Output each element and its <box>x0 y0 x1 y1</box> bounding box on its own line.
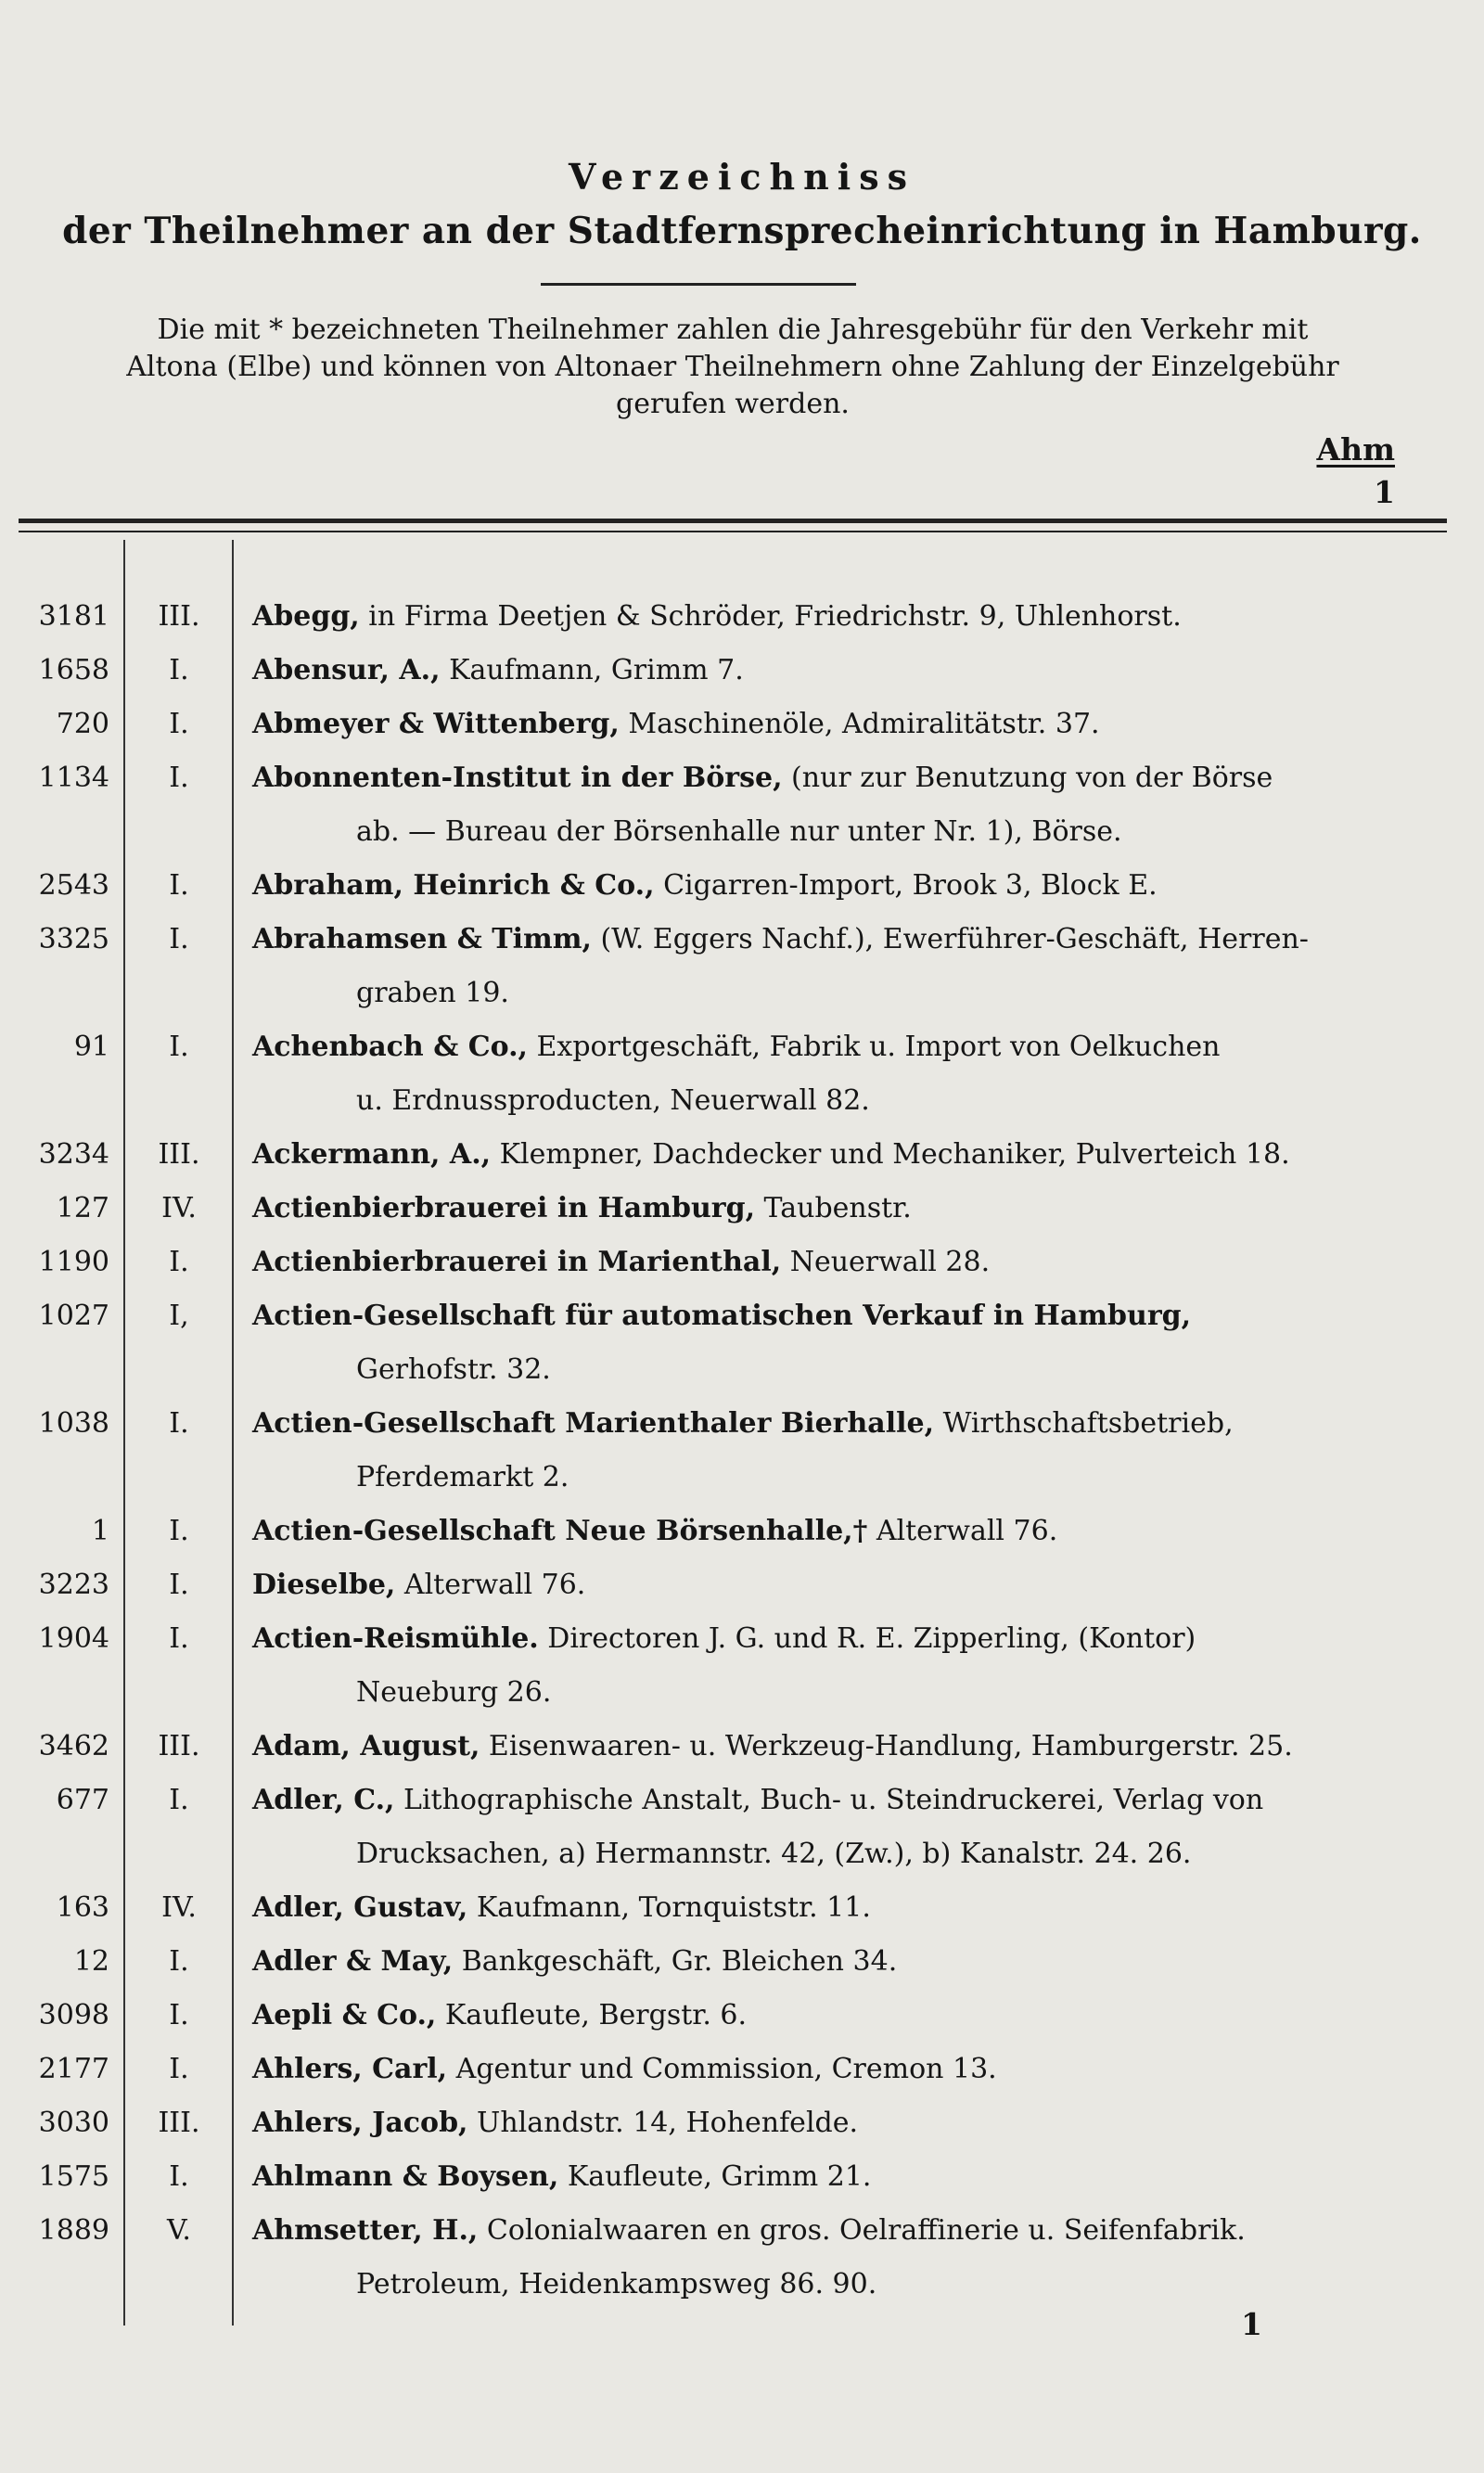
entry-text <box>252 1720 1484 1774</box>
column-head <box>1316 429 1395 514</box>
subscriber-name: Adler, Gustav, <box>252 1891 468 1924</box>
subscriber-name: Actien-Gesellschaft für automatischen Verkauf in Hamburg, <box>252 1300 1192 1332</box>
entry-text <box>252 1989 1484 2043</box>
subscriber-name: Aepli & Co., <box>252 1999 437 2031</box>
list-item <box>0 1989 1484 2043</box>
subscriber-name: Abensur, A., <box>252 654 441 686</box>
subscriber-class: I. <box>169 1407 189 1440</box>
subscriber-name: Achenbach & Co., <box>252 1031 528 1063</box>
header-rule-thin <box>19 531 1447 532</box>
entry-continuation: Neueburg 26. <box>356 1676 552 1709</box>
list-item <box>0 2204 1484 2312</box>
list-item <box>0 2150 1484 2204</box>
list-item <box>0 1182 1484 1236</box>
subscriber-name: Actien-Reismühle. <box>252 1622 539 1655</box>
subscriber-name: Abmeyer & Wittenberg, <box>252 708 620 740</box>
subscriber-name: Actienbierbrauerei in Marienthal, <box>252 1246 782 1278</box>
entry-continuation: ab. — Bureau der Börsenhalle nur unter Nr. 1), Börse. <box>356 815 1122 848</box>
entry-text <box>252 751 1484 805</box>
subscriber-name: Ahlmann & Boysen, <box>252 2160 559 2193</box>
subscriber-class: III. <box>158 1138 200 1171</box>
entry-text <box>252 590 1484 644</box>
list-item <box>0 1935 1484 1989</box>
subscriber-name: Ackermann, A., <box>252 1138 492 1171</box>
subscriber-number: 677 <box>56 1784 109 1816</box>
subscriber-name: Abegg, <box>252 600 360 633</box>
list-item <box>0 698 1484 751</box>
subscriber-name: Adler & May, <box>252 1945 454 1978</box>
subscriber-class: III. <box>158 2107 200 2139</box>
subscriber-number: 2177 <box>38 2053 109 2085</box>
subscriber-details: Uhlandstr. 14, Hohenfelde. <box>467 2107 859 2139</box>
list-item <box>0 1020 1484 1128</box>
subscriber-number: 91 <box>73 1031 109 1063</box>
subscriber-class: I. <box>169 1569 189 1601</box>
column-head-number: 1 <box>1374 474 1395 510</box>
title-divider <box>541 283 856 286</box>
subscriber-details: in Firma Deetjen & Schröder, Friedrichstr. 9, Uhlenhorst. <box>359 600 1182 633</box>
entry-text <box>252 2150 1484 2204</box>
list-item <box>0 1612 1484 1720</box>
entry-text <box>252 2096 1484 2150</box>
intro-note <box>37 312 1428 423</box>
entry-text <box>252 2043 1484 2096</box>
entry-text <box>252 1182 1484 1236</box>
list-item <box>0 1505 1484 1558</box>
subscriber-class: I. <box>169 2160 189 2193</box>
subscriber-number: 3234 <box>38 1138 109 1171</box>
entry-continuation: graben 19. <box>356 977 509 1009</box>
intro-line: Die mit * bezeichneten Theilnehmer zahlen die Jahresgebühr für den Verkehr mit <box>157 314 1309 346</box>
subscriber-details: Exportgeschäft, Fabrik u. Import von Oelkuchen <box>527 1031 1221 1063</box>
entry-text <box>252 1236 1484 1289</box>
list-item <box>0 751 1484 859</box>
entry-text <box>252 1289 1484 1343</box>
list-item <box>0 1881 1484 1935</box>
list-item <box>0 644 1484 698</box>
subscriber-name: Actien-Gesellschaft Neue Börsenhalle,† <box>252 1515 868 1547</box>
subscriber-class: I. <box>169 1246 189 1278</box>
subscriber-details: Wirthschaftsbetrieb, <box>934 1407 1234 1440</box>
entry-continuation: Petroleum, Heidenkampsweg 86. 90. <box>356 2268 877 2300</box>
entry-continuation: u. Erdnussproducten, Neuerwall 82. <box>356 1084 870 1117</box>
subscriber-name: Dieselbe, <box>252 1569 396 1601</box>
list-item <box>0 1289 1484 1397</box>
subscriber-details: Directoren J. G. und R. E. Zipperling, (Kontor) <box>538 1622 1196 1655</box>
subscriber-number: 1038 <box>38 1407 109 1440</box>
subscriber-name: Abonnenten-Institut in der Börse, <box>252 762 783 794</box>
subscriber-details: Kaufleute, Bergstr. 6. <box>436 1999 748 2031</box>
subscriber-details: Lithographische Anstalt, Buch- u. Steindruckerei, Verlag von <box>394 1784 1264 1816</box>
entry-list <box>0 590 1484 2312</box>
subscriber-number: 3462 <box>38 1730 109 1762</box>
subscriber-number: 127 <box>56 1192 109 1224</box>
subscriber-number: 12 <box>73 1945 109 1978</box>
subscriber-details: Cigarren-Import, Brook 3, Block E. <box>654 869 1158 902</box>
list-item <box>0 1236 1484 1289</box>
subscriber-name: Actienbierbrauerei in Hamburg, <box>252 1192 756 1224</box>
header-rule-thick <box>19 519 1447 523</box>
entry-text <box>252 1935 1484 1989</box>
entry-text <box>252 2204 1484 2258</box>
entry-text <box>252 1612 1484 1666</box>
entry-text <box>252 644 1484 698</box>
list-item <box>0 1128 1484 1182</box>
subscriber-class: I. <box>169 869 189 902</box>
subscriber-number: 1658 <box>38 654 109 686</box>
subscriber-number: 3181 <box>38 600 109 633</box>
subscriber-details: Neuerwall 28. <box>781 1246 991 1278</box>
subscriber-class: I. <box>169 708 189 740</box>
subscriber-details: (nur zur Benutzung von der Börse <box>782 762 1273 794</box>
entry-text <box>252 1505 1484 1558</box>
subscriber-class: I. <box>169 1945 189 1978</box>
subscriber-name: Abraham, Heinrich & Co., <box>252 869 655 902</box>
subscriber-class: I. <box>169 762 189 794</box>
page-number: 1 <box>1241 2306 1262 2342</box>
subscriber-details: Maschinenöle, Admiralitätstr. 37. <box>619 708 1100 740</box>
subscriber-name: Ahlers, Jacob, <box>252 2107 468 2139</box>
subscriber-name: Abrahamsen & Timm, <box>252 923 592 955</box>
list-item <box>0 2096 1484 2150</box>
page-subtitle: der Theilnehmer an der Stadtfernsprecheinrichtung in Hamburg. <box>62 210 1422 252</box>
intro-line: gerufen werden. <box>616 388 850 420</box>
entry-text <box>252 1397 1484 1451</box>
entry-text <box>252 913 1484 967</box>
list-item <box>0 1720 1484 1774</box>
subscriber-details: Bankgeschäft, Gr. Bleichen 34. <box>453 1945 898 1978</box>
page-title: Verzeichniss <box>569 156 915 198</box>
subscriber-class: I. <box>169 923 189 955</box>
subscriber-name: Adler, C., <box>252 1784 395 1816</box>
subscriber-details: Alterwall 76. <box>867 1515 1058 1547</box>
intro-line: Altona (Elbe) und können von Altonaer Theilnehmern ohne Zahlung der Einzelgebühr <box>126 351 1339 383</box>
subscriber-class: I. <box>169 1515 189 1547</box>
subscriber-class: I. <box>169 2053 189 2085</box>
list-item <box>0 1774 1484 1881</box>
subscriber-details: Kaufmann, Grimm 7. <box>440 654 744 686</box>
list-item <box>0 2043 1484 2096</box>
subscriber-number: 163 <box>56 1891 109 1924</box>
subscriber-details: Klempner, Dachdecker und Mechaniker, Pulverteich 18. <box>491 1138 1290 1171</box>
entry-continuation: Gerhofstr. 32. <box>356 1353 551 1386</box>
entry-text <box>252 1774 1484 1827</box>
list-item <box>0 590 1484 644</box>
subscriber-name: Actien-Gesellschaft Marienthaler Bierhalle, <box>252 1407 935 1440</box>
subscriber-number: 1904 <box>38 1622 109 1655</box>
subscriber-details: Colonialwaaren en gros. Oelraffinerie u. Seifenfabrik. <box>478 2214 1246 2247</box>
entry-continuation: Pferdemarkt 2. <box>356 1461 569 1493</box>
subscriber-number: 1134 <box>38 762 109 794</box>
column-head-label: Ahm <box>1316 431 1395 468</box>
subscriber-class: I. <box>169 654 189 686</box>
subscriber-class: I. <box>169 1999 189 2031</box>
subscriber-details: Alterwall 76. <box>395 1569 586 1601</box>
entry-text <box>252 859 1484 913</box>
subscriber-details: Kaufmann, Tornquiststr. 11. <box>467 1891 871 1924</box>
subscriber-class: V. <box>167 2214 191 2247</box>
subscriber-class: I, <box>169 1300 189 1332</box>
subscriber-details: Agentur und Commission, Cremon 13. <box>447 2053 997 2085</box>
subscriber-number: 1575 <box>38 2160 109 2193</box>
list-item <box>0 1397 1484 1505</box>
entry-text <box>252 1558 1484 1612</box>
subscriber-number: 1889 <box>38 2214 109 2247</box>
subscriber-class: I. <box>169 1031 189 1063</box>
entry-continuation: Drucksachen, a) Hermannstr. 42, (Zw.), b) Kanalstr. 24. 26. <box>356 1838 1192 1870</box>
subscriber-name: Adam, August, <box>252 1730 480 1762</box>
subscriber-number: 720 <box>56 708 109 740</box>
list-item <box>0 1558 1484 1612</box>
subscriber-number: 3223 <box>38 1569 109 1601</box>
subscriber-name: Ahlers, Carl, <box>252 2053 448 2085</box>
subscriber-number: 2543 <box>38 869 109 902</box>
entry-text <box>252 1881 1484 1935</box>
subscriber-class: I. <box>169 1622 189 1655</box>
subscriber-class: III. <box>158 600 200 633</box>
entry-text <box>252 698 1484 751</box>
subscriber-number: 3098 <box>38 1999 109 2031</box>
subscriber-details: Kaufleute, Grimm 21. <box>558 2160 872 2193</box>
subscriber-number: 1027 <box>38 1300 109 1332</box>
subscriber-details: Taubenstr. <box>755 1192 912 1224</box>
entry-text <box>252 1020 1484 1074</box>
subscriber-name: Ahmsetter, H., <box>252 2214 479 2247</box>
entry-text <box>252 1128 1484 1182</box>
subscriber-number: 3325 <box>38 923 109 955</box>
subscriber-number: 3030 <box>38 2107 109 2139</box>
subscriber-details: Eisenwaaren- u. Werkzeug-Handlung, Hamburgerstr. 25. <box>480 1730 1293 1762</box>
subscriber-class: I. <box>169 1784 189 1816</box>
subscriber-details: (W. Eggers Nachf.), Ewerführer-Geschäft, Herren- <box>591 923 1309 955</box>
list-item <box>0 913 1484 1020</box>
list-item <box>0 859 1484 913</box>
subscriber-class: III. <box>158 1730 200 1762</box>
subscriber-class: IV. <box>161 1891 197 1924</box>
subscriber-number: 1 <box>91 1515 109 1547</box>
subscriber-class: IV. <box>161 1192 197 1224</box>
subscriber-number: 1190 <box>38 1246 109 1278</box>
